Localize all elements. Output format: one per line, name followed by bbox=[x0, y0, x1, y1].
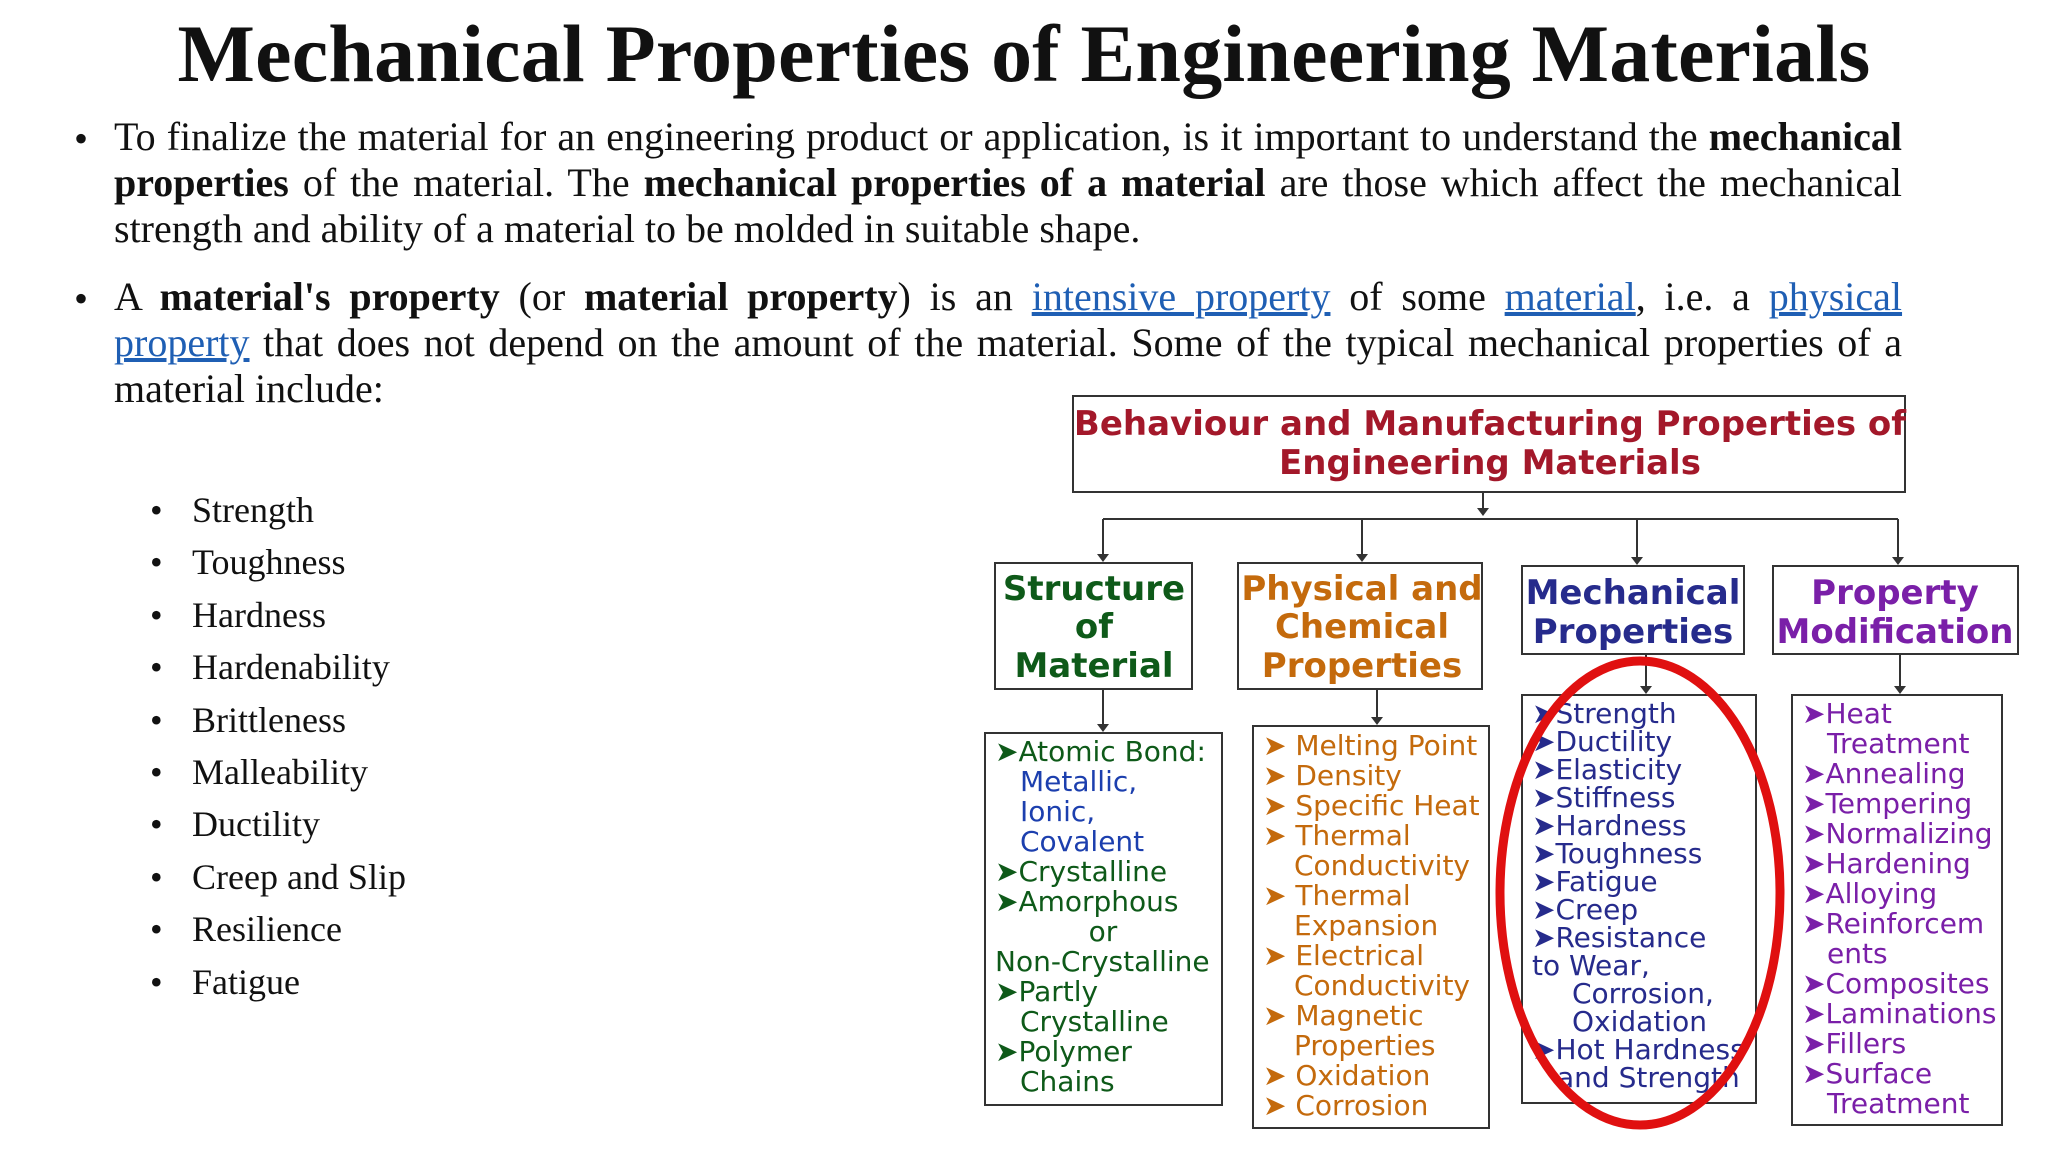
physical-heading-line: Physical and bbox=[1241, 569, 1483, 609]
mechanical-list-line: ➤Resistance bbox=[1532, 921, 1707, 954]
structure-list-line: ➤Polymer bbox=[995, 1035, 1132, 1068]
mechanical-heading-line: Properties bbox=[1532, 612, 1734, 652]
mechanical-list-line: ➤Fatigue bbox=[1532, 865, 1658, 898]
material-link[interactable]: material bbox=[1504, 274, 1636, 319]
properties-list bbox=[150, 484, 406, 1008]
modification-list-line: ➤Normalizing bbox=[1802, 817, 1993, 850]
property-list-item: • Malleability bbox=[150, 746, 406, 798]
physical-list-line: ➤ Magnetic bbox=[1263, 999, 1424, 1032]
modification-list-line: ➤Tempering bbox=[1802, 787, 1973, 820]
mechanical-list-line: ➤Stiffness bbox=[1532, 781, 1676, 814]
modification-list-line: Treatment bbox=[1827, 727, 1970, 760]
property-list-item: • Creep and Slip bbox=[150, 851, 406, 903]
modification-list-line: ents bbox=[1827, 937, 1888, 970]
mechanical-list-line: Corrosion, bbox=[1572, 977, 1714, 1010]
structure-heading-line: of bbox=[1074, 607, 1114, 647]
physical-list-line: ➤ Density bbox=[1263, 759, 1402, 792]
mechanical-list-line: ➤Hardness bbox=[1532, 809, 1687, 842]
mechanical-list-line: Oxidation bbox=[1572, 1005, 1707, 1038]
mechanical-list-line: ➤Creep bbox=[1532, 893, 1639, 926]
modification-list-line: ➤Laminations bbox=[1802, 997, 1997, 1030]
structure-list-line: Non-Crystalline bbox=[995, 945, 1210, 978]
property-list-item: • Fatigue bbox=[150, 956, 406, 1008]
physical-list-line: Conductivity bbox=[1294, 969, 1470, 1002]
mechanical-list-line: ➤Toughness bbox=[1532, 837, 1703, 870]
physical-property-link[interactable]: physical property bbox=[114, 274, 1903, 365]
structure-list-line: ➤Crystalline bbox=[995, 855, 1168, 888]
property-list-item: • Brittleness bbox=[150, 694, 406, 746]
diagram-connectors bbox=[1103, 492, 1900, 726]
modification-list-line: ➤Annealing bbox=[1802, 757, 1966, 790]
physical-heading-line: Chemical bbox=[1274, 607, 1450, 647]
physical-heading-line: Properties bbox=[1261, 646, 1463, 686]
modification-list-line: ➤Hardening bbox=[1802, 847, 1971, 880]
structure-list-line: Chains bbox=[1020, 1065, 1115, 1098]
property-list-item: • Ductility bbox=[150, 798, 406, 850]
modification-list-line: ➤Heat bbox=[1802, 697, 1892, 730]
structure-list-line: Metallic, bbox=[1020, 765, 1138, 798]
bullet-marker: • bbox=[74, 276, 89, 321]
diagram-text bbox=[995, 404, 2013, 1122]
physical-list-line: ➤ Electrical bbox=[1263, 939, 1425, 972]
modification-list-line: ➤Composites bbox=[1802, 967, 1990, 1000]
modification-heading-line: Property bbox=[1811, 573, 1979, 613]
page-title: Mechanical Properties of Engineering Materials bbox=[177, 8, 1871, 99]
property-list-item: • Resilience bbox=[150, 903, 406, 955]
physical-list-line: ➤ Specific Heat bbox=[1263, 789, 1480, 822]
physical-list-line: ➤ Corrosion bbox=[1263, 1089, 1429, 1122]
modification-list-line: Treatment bbox=[1827, 1087, 1970, 1120]
physical-list-line: ➤ Oxidation bbox=[1263, 1059, 1431, 1092]
intensive-property-link[interactable]: intensive property bbox=[1031, 274, 1331, 319]
root-title-line: Behaviour and Manufacturing Properties of bbox=[1073, 404, 1907, 444]
mechanical-list-line: to Wear, bbox=[1532, 949, 1650, 982]
structure-list-line: Crystalline bbox=[1020, 1005, 1169, 1038]
property-list-item: • Hardenability bbox=[150, 641, 406, 693]
mechanical-heading-line: Mechanical bbox=[1525, 573, 1741, 613]
property-list-item: • Strength bbox=[150, 484, 406, 536]
modification-list-line: ➤Fillers bbox=[1802, 1027, 1907, 1060]
structure-list-line: ➤Atomic Bond: bbox=[995, 735, 1206, 768]
physical-list-line: Properties bbox=[1294, 1029, 1436, 1062]
structure-list-line: ➤Partly bbox=[995, 975, 1099, 1008]
modification-list-line: ➤Reinforcem bbox=[1802, 907, 1985, 940]
physical-list-line: ➤ Melting Point bbox=[1263, 729, 1478, 762]
intro-paragraph: To finalize the material for an engineering product or application, is it important to understand the mechanical properties of the material. The mechanical properties of a material are those which affect the mechanical strength and ability of a material to be molded in suitable shape. bbox=[114, 114, 1903, 251]
physical-list-line: Conductivity bbox=[1294, 849, 1470, 882]
property-list-item: • Toughness bbox=[150, 536, 406, 588]
properties-diagram bbox=[980, 390, 2030, 1150]
structure-heading-line: Material bbox=[1014, 646, 1174, 686]
physical-list-line: ➤ Thermal bbox=[1263, 819, 1411, 852]
modification-list-line: ➤Alloying bbox=[1802, 877, 1938, 910]
structure-list-line: Covalent bbox=[1020, 825, 1145, 858]
mechanical-list-line: ➤Hot Hardness bbox=[1532, 1033, 1745, 1066]
root-title-line: Engineering Materials bbox=[1279, 443, 1701, 483]
structure-list-line: Ionic, bbox=[1020, 795, 1096, 828]
structure-list-line: ➤Amorphous bbox=[995, 885, 1179, 918]
physical-list-line: ➤ Thermal bbox=[1263, 879, 1411, 912]
property-list-item: • Hardness bbox=[150, 589, 406, 641]
modification-heading-line: Modification bbox=[1776, 612, 2014, 652]
mechanical-list-line: ➤Ductility bbox=[1532, 725, 1673, 758]
mechanical-list-line: and Strength bbox=[1557, 1061, 1740, 1094]
bullet-marker: • bbox=[74, 116, 89, 161]
physical-list-line: Expansion bbox=[1294, 909, 1439, 942]
definition-paragraph: A material's property (or material property) is an intensive property of some material, i.e. a physical property that does not depend on the amount of the material. Some of the typical mechanical properties of a material include: bbox=[114, 274, 1903, 411]
structure-heading-line: Structure bbox=[1002, 569, 1186, 609]
structure-list-line: or bbox=[1088, 915, 1118, 948]
mechanical-list-line: ➤Elasticity bbox=[1532, 753, 1683, 786]
modification-list-line: ➤Surface bbox=[1802, 1057, 1933, 1090]
mechanical-list-line: ➤Strength bbox=[1532, 697, 1677, 730]
